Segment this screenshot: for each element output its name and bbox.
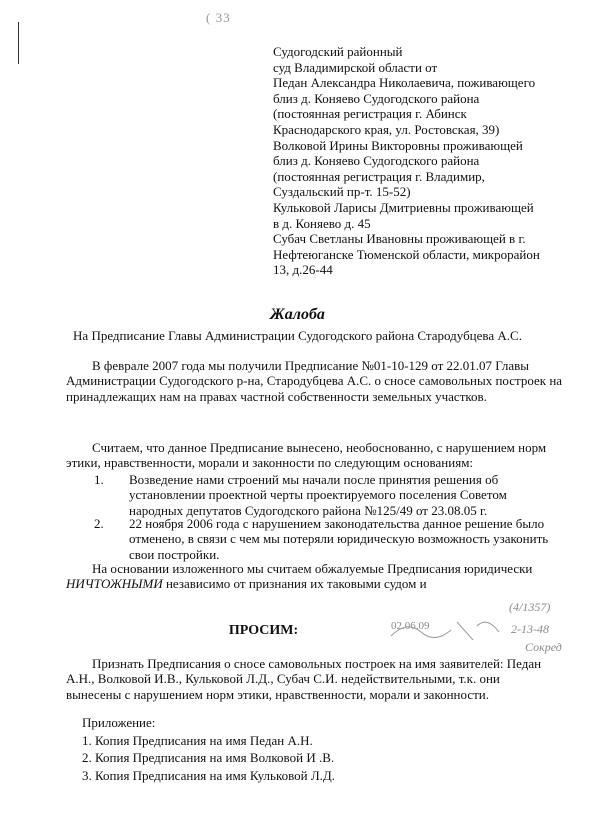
addressee-line: в д. Коняево д. 45: [273, 215, 371, 231]
annex-block: [82, 714, 335, 784]
addressee-line: Суздальский пр-т. 15-52): [273, 184, 411, 200]
stamp-code: 2-13-48: [511, 622, 549, 636]
addressee-line: Судогодский районный: [273, 44, 403, 59]
addressee-line: близ д. Коняево Судогодского района: [273, 90, 480, 106]
addressee-line: Субач Светланы Ивановны проживающей в г.: [273, 231, 526, 247]
addressee-line: Педан Александра Николаевича, поживающего: [273, 75, 536, 91]
paragraph-intro: В феврале 2007 года мы получили Предписание №01-10-129 от 22.01.07 Главы Администрации Судогодского р-на, Стародубцева А.С. о сносе самовольных построек на принадлежащих нам на правах частной собственности земельных участков.: [66, 358, 563, 404]
addressee-line: суд Владимирской области от: [273, 59, 438, 75]
document-title: Жалоба: [270, 306, 325, 323]
addressee-line: (постоянная регистрация г. Абинск: [273, 106, 467, 122]
paragraph-conclusion: [66, 561, 566, 592]
annex-item: 1. Копия Предписания на имя Педан А.Н.: [82, 732, 313, 748]
addressee-line: (постоянная регистрация г. Владимир,: [273, 168, 485, 184]
ground-number: 2.: [94, 516, 104, 531]
addressee-line: Волковой Ирины Викторовны проживающей: [273, 137, 523, 153]
scan-edge-mark: [18, 22, 19, 64]
stamp-date: 02.06.09: [391, 620, 430, 632]
stamp-number: (4/1357): [509, 600, 551, 614]
paragraph-grounds-intro: Считаем, что данное Предписание вынесено, необоснованно, с нарушением норм этики, нравственности, морали и законности по следующим основаниям:: [66, 440, 547, 471]
paragraph-request: Признать Предписания о сносе самовольных построек на имя заявителей: Педан А.Н., Волковой И.В., Кульковой Л.Д., Субач С.И. недействительными, т.к. они вынесены с нарушением норм этики, нравственности, морали и законности.: [66, 656, 542, 702]
ground-item: [94, 516, 564, 564]
addressee-line: Кульковой Ларисы Дмитриевны проживающей: [273, 199, 534, 215]
conclusion-emphasis: НИЧТОЖНЫМИ: [66, 576, 163, 592]
page-number-mark: ( 33: [206, 10, 231, 25]
document-subtitle: На Предписание Главы Администрации Судогодского района Стародубцева А.С.: [73, 328, 522, 343]
addressee-block: [273, 44, 573, 278]
addressee-line: 13, д.26-44: [273, 262, 333, 278]
stamp-signature: Сокред: [525, 640, 562, 654]
addressee-line: близ д. Коняево Судогодского района: [273, 153, 480, 169]
addressee-line: Краснодарского края, ул. Ростовская, 39): [273, 121, 500, 137]
annex-item: 2. Копия Предписания на имя Волковой И .В.: [82, 750, 335, 765]
conclusion-text-end: независимо от признания их таковыми судом и: [162, 576, 427, 592]
annex-heading: Приложение:: [82, 715, 156, 730]
request-heading: ПРОСИМ:: [228, 623, 299, 638]
annex-item: 3. Копия Предписания на имя Кульковой Л.Д.: [82, 767, 336, 783]
ground-text: Возведение нами строений мы начали после принятия решения об установлении проектной черты проектируемого поселения Советом народных депутатов Судогодского района №125/49 от 23.08.05 г.: [129, 472, 507, 518]
conclusion-text: На основании изложенного мы считаем обжалуемые Предписания юридически: [92, 561, 533, 576]
ground-text: 22 ноября 2006 года с нарушением законодательства данное решение было отменено, в связи с чем мы потеряли юридическую возможность узаконить свои постройки.: [129, 516, 549, 562]
addressee-line: Нефтеюганске Тюменской области, микрорайон: [273, 246, 540, 262]
ground-number: 1.: [94, 472, 104, 487]
